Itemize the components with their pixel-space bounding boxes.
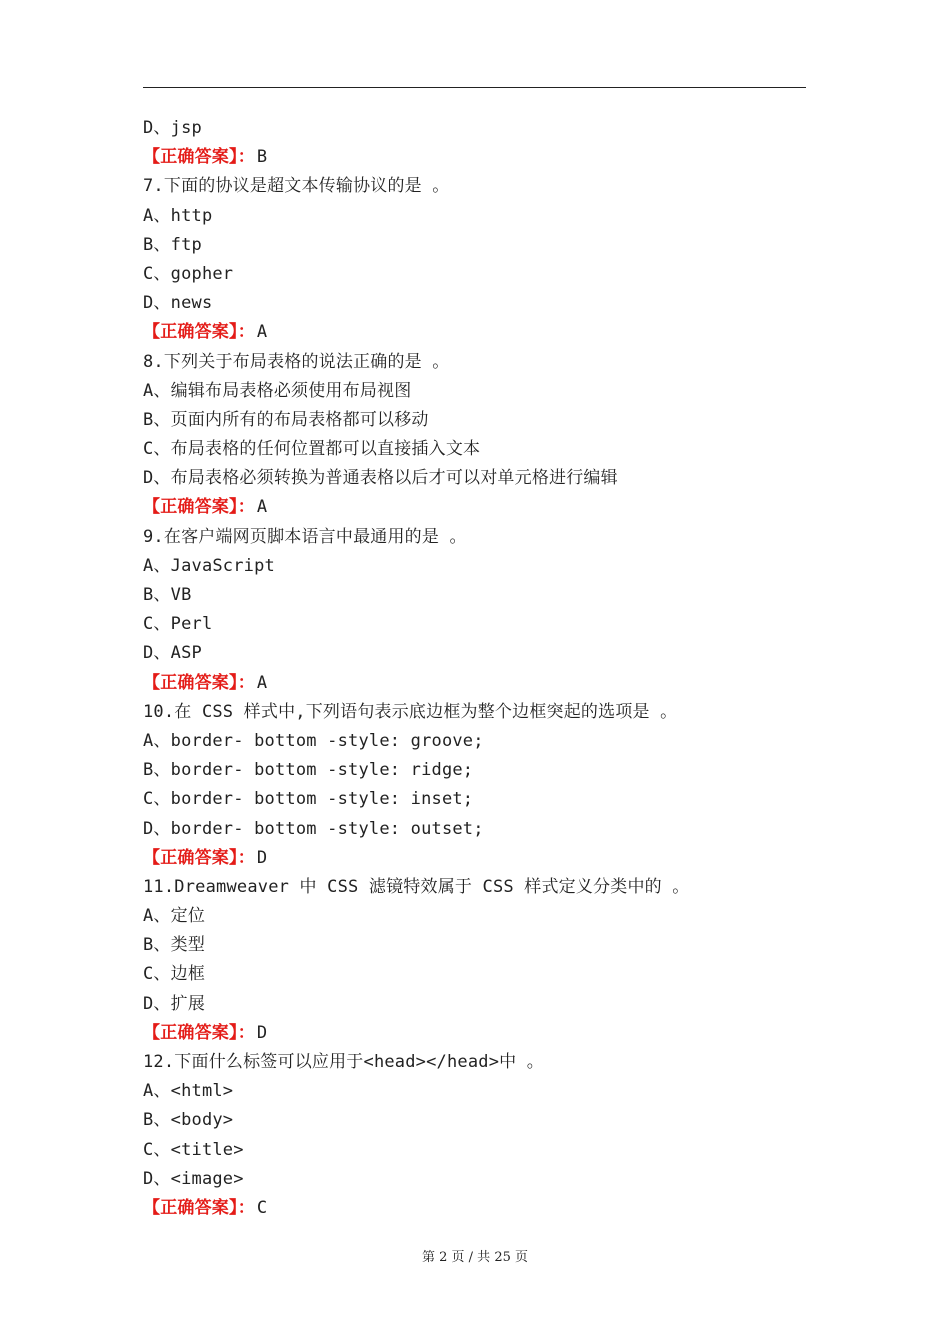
answer-value: C <box>256 1197 268 1218</box>
document-body <box>143 114 806 1223</box>
option-text: A、JavaScript <box>143 555 275 576</box>
answer-value: D <box>256 847 268 868</box>
option-text: A、http <box>143 205 213 226</box>
answer-label: 【正确答案】： <box>143 847 255 868</box>
question-text: 10.在 CSS 样式中,下列语句表示底边框为整个边框突起的选项是 。 <box>143 701 678 722</box>
answer-value: A <box>256 322 268 343</box>
answer-value: A <box>256 497 268 518</box>
option-text: B、VB <box>143 585 192 605</box>
question-text: 7.下面的协议是超文本传输协议的是 。 <box>143 176 450 197</box>
page-footer: 第 2 页 / 共 25 页 <box>422 1250 528 1265</box>
option-text: D、border- bottom -style: outset; <box>143 818 484 839</box>
answer-label: 【正确答案】： <box>143 672 255 693</box>
answer-label: 【正确答案】： <box>143 1197 255 1218</box>
option-text: C、Perl <box>143 614 213 635</box>
option-text: C、边框 <box>143 964 206 985</box>
option-text: A、编辑布局表格必须使用布局视图 <box>143 380 412 401</box>
option-text: D、news <box>143 293 213 314</box>
answer-label: 【正确答案】： <box>143 147 255 168</box>
option-text: B、<body> <box>143 1110 234 1131</box>
option-text: C、布局表格的任何位置都可以直接插入文本 <box>143 439 481 460</box>
option-text: C、border- bottom -style: inset; <box>143 789 474 810</box>
question-text: 11.Dreamweaver 中 CSS 滤镜特效属于 CSS 样式定义分类中的 。 <box>143 876 690 897</box>
question-text: 12.下面什么标签可以应用于<head></head>中 。 <box>143 1052 544 1072</box>
question-text: 9.在客户端网页脚本语言中最通用的是 。 <box>143 526 467 547</box>
option-text: B、border- bottom -style: ridge; <box>143 760 474 781</box>
option-text: C、gopher <box>143 263 234 284</box>
question-text: 8.下列关于布局表格的说法正确的是 。 <box>143 351 450 372</box>
answer-line <box>143 669 806 698</box>
option-text: D、<image> <box>143 1168 244 1189</box>
answer-value: A <box>256 672 268 693</box>
answer-line <box>143 493 806 522</box>
header-rule <box>143 87 806 88</box>
option-text: C、<title> <box>143 1139 244 1160</box>
answer-line <box>143 143 806 172</box>
option-text: B、ftp <box>143 234 202 255</box>
answer-line <box>143 1019 806 1048</box>
option-text: D、布局表格必须转换为普通表格以后才可以对单元格进行编辑 <box>143 468 618 489</box>
answer-value: B <box>256 147 268 168</box>
option-text: A、<html> <box>143 1081 234 1102</box>
answer-label: 【正确答案】： <box>143 322 255 343</box>
option-text: B、类型 <box>143 935 206 956</box>
option-text: D、扩展 <box>143 993 206 1014</box>
answer-line <box>143 844 806 873</box>
option-text: B、页面内所有的布局表格都可以移动 <box>143 409 429 430</box>
answer-value: D <box>256 1022 268 1043</box>
answer-label: 【正确答案】： <box>143 497 255 518</box>
option-text: A、定位 <box>143 906 206 927</box>
answer-line <box>143 318 806 347</box>
option-text: A、border- bottom -style: groove; <box>143 730 484 751</box>
answer-line <box>143 1194 806 1223</box>
option-text: D、ASP <box>143 643 202 664</box>
option-text: D、jsp <box>143 118 202 138</box>
answer-label: 【正确答案】： <box>143 1022 255 1043</box>
